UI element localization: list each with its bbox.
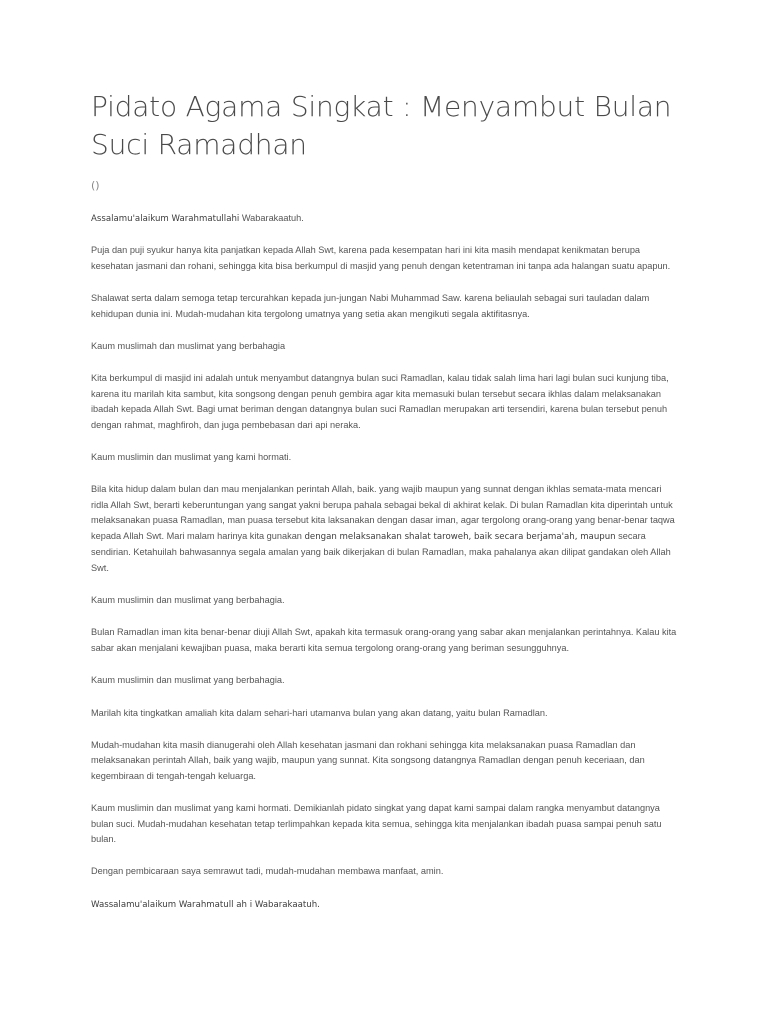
paragraph-obedience-after: secara sendirian. Ketahuilah bahwasannya segala amalan yang baik dikerjakan di bulan Ramadlan, maka pahalanya akan dilipat gandakan oleh Allah Swt. <box>91 530 671 573</box>
document-title: Pidato Agama Singkat : Menyambut Bulan Suci Ramadhan <box>91 90 672 161</box>
paragraph-address-3: Kaum muslimin dan muslimat yang berbahagia. <box>91 594 285 605</box>
paragraph-address-4: Kaum muslimin dan muslimat yang berbahagia. <box>91 675 285 686</box>
paragraph-praise: Puja dan puji syukur hanya kita panjatkan kepada Allah Swt, karena pada kesempatan hari ini kita masih mendapat kenikmatan berupa kesehatan jasmani dan rohani, sehingga kita bisa berkumpul di masjid yang penuh dengan ketentraman ini tanpa ada halangan suatu apapun. <box>91 245 671 271</box>
paragraph-improve: Marilah kita tingkatkan amaliah kita dalam sehari-hari utamanva bulan yang akan datang, yaitu bulan Ramadlan. <box>91 707 548 718</box>
document-page <box>91 88 681 930</box>
closing-greeting-emphasis: Wassalamu'alaikum Warahmatull ah i Wabarakaatuh. <box>91 899 320 910</box>
paragraph-obedience-emphasis: dengan melaksanakan shalat taroweh, baik secara berjama'ah, maupun <box>304 531 616 542</box>
paragraph-address-1: Kaum muslimah dan muslimat yang berbahagia <box>91 341 286 352</box>
paragraph-gathering: Kita berkumpul di masjid ini adalah untuk menyambut datangnya bulan suci Ramadlan, kalau tidak salah lima hari lagi bulan suci kunjung tiba, karena itu marilah kita sambut, kita songsong dengan penuh gembira agar kita memasuki bulan tersebut secara ikhlas dalam melaksanakan ibadah kepada Allah Swt. Bagi umat beriman dengan datangnya bulan suci Ramadlan merupakan arti tersendiri, karena bulan tersebut penuh dengan rahmat, maghfiroh, dan juga pembebasan dari api neraka. <box>91 373 669 430</box>
opening-greeting-rest: Wabarakaatuh. <box>239 213 304 223</box>
paragraph-shalawat: Shalawat serta dalam semoga tetap tercurahkan kepada jun-jungan Nabi Muhammad Saw. karena beliaulah sebagai suri tauladan dalam kehidupan dunia ini. Mudah-mudahan kita tergolong umatnya yang setia akan mengikuti segala aktifitasnya. <box>91 293 650 319</box>
paragraph-conclusion: Kaum muslimin dan muslimat yang kami hormati. Demikianlah pidato singkat yang dapat kami sampai dalam rangka menyambut datangnya bulan suci. Mudah-mudahan kesehatan tetap terlimpahkan kepada kita semua, sehingga kita menjalankan ibadah puasa sampai penuh satu bulan. <box>91 803 662 844</box>
empty-parentheses: () <box>91 179 100 192</box>
opening-greeting-emphasis: Assalamu'alaikum Warahmatullahi <box>91 214 240 224</box>
paragraph-obedience <box>91 482 681 575</box>
paragraph-test: Bulan Ramadlan iman kita benar-benar diuji Allah Swt, apakah kita termasuk orang-orang yang sabar akan menjalankan perintahnya. Kalau kita sabar akan menjalani kewajiban puasa, maka berarti kita semua tergolong orang-orang yang beriman sesungguhnya. <box>91 627 677 653</box>
paragraph-apology: Dengan pembicaraan saya semrawut tadi, mudah-mudahan membawa manfaat, amin. <box>91 866 444 877</box>
opening-greeting <box>91 211 681 227</box>
paragraph-address-2: Kaum muslimin dan muslimat yang kami hormati. <box>91 452 292 463</box>
paragraph-hope: Mudah-mudahan kita masih dianugerahi oleh Allah kesehatan jasmani dan rokhani sehingga kita melaksanakan puasa Ramadlan dan melaksanakan perintah Allah, baik yang wajib, maupun yang sunnat. Kita songsong datangnya Ramadlan dengan penuh keceriaan, dan kegembiraan di tengah-tengah keluarga. <box>91 739 645 781</box>
paragraph-obedience-before: Bila kita hidup dalam bulan dan mau menjalankan perintah Allah, baik. yang wajib maupun yang sunnat dengan ikhlas semata-mata mencari ridla Allah Swt, berarti keberuntungan yang sangat yakni berupa pahala sebagai bekal di akhirat kelak. Di bulan Ramadlan kita diperintah untuk melaksanakan puasa Ramadlan, man puasa tersebut kita laksanakan dengan dasar iman, agar tergolong orang-orang yang benar-benar taqwa kepada Allah Swt. Mari malam harinya kita gunakan <box>91 484 675 541</box>
closing-greeting <box>91 897 681 913</box>
